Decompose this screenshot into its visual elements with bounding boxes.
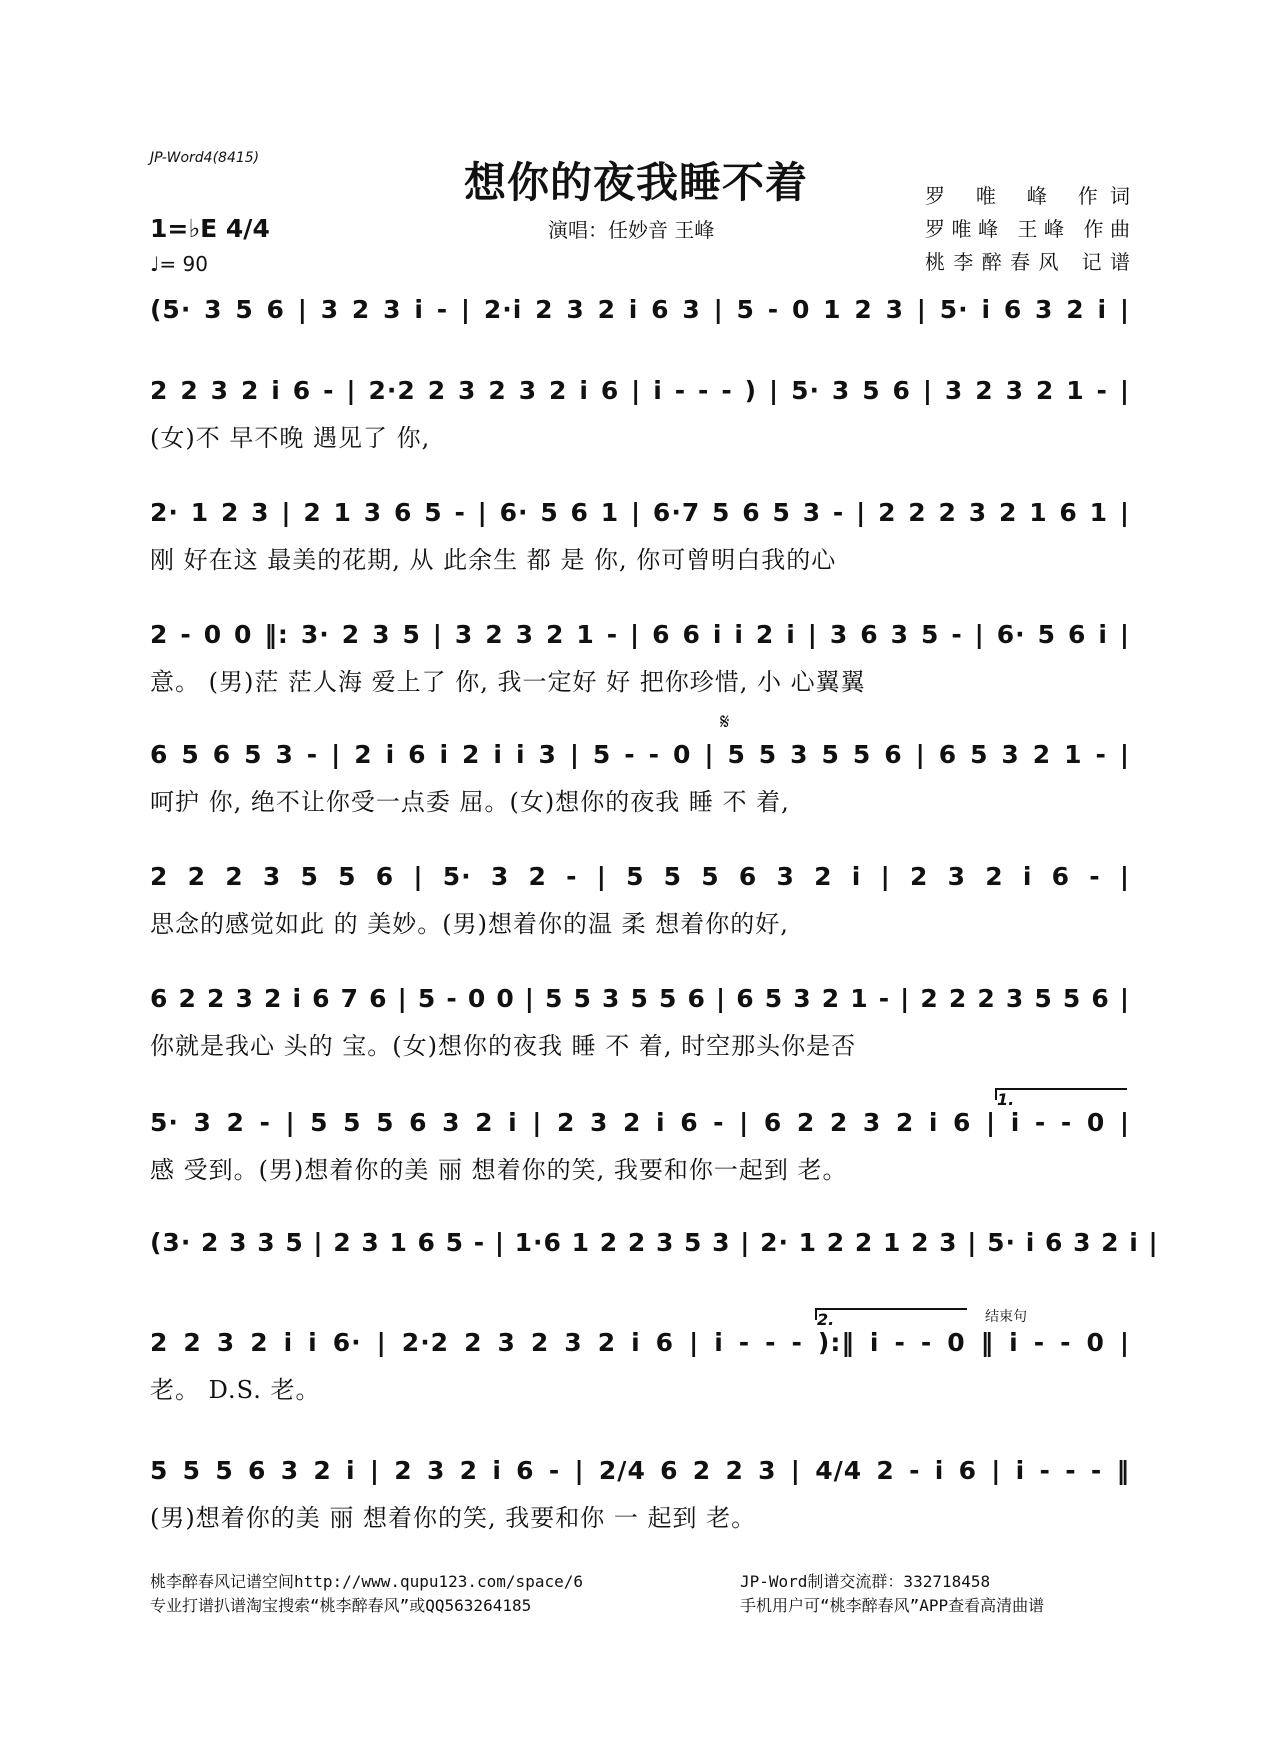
credits [925,180,1130,279]
transcriber: 桃李醉春风 记谱 [925,250,1130,274]
footer-right-line: JP-Word制谱交流群：332718458 [740,1572,991,1591]
lyrics-row: 刚 好在这 最美的花期, 从 此余生 都 是 你, 你可曾明白我的心 [150,546,837,574]
notation-row: 6 5 6 5 3 - | 2 i 6 i 2 i i 3 | 5 - - 0 | 5 5 3 5 5 6 | 6 5 3 2 1 - | [150,740,1130,769]
notation-row: 5· 3 2 - | 5 5 5 6 3 2 i | 2 3 2 i 6 - | 6 2 2 3 2 i 6 | i - - 0 | [150,1108,1130,1137]
notation-row: 2· 1 2 3 | 2 1 3 6 5 - | 6· 5 6 1 | 6·7 5 6 5 3 - | 2 2 2 3 2 1 6 1 | [150,498,1130,527]
lyrics-row: (女)不 早不晚 遇见了 你, [150,424,431,452]
lyricist: 罗 唯 峰 作词 [925,184,1130,208]
composer: 罗唯峰 王峰 作曲 [925,217,1130,241]
song-title: 想你的夜我睡不着 [463,158,808,207]
singer-line: 演唱：任妙音 王峰 [548,218,715,242]
notation-row: (3· 2 3 3 5 | 2 3 1 6 5 - | 1·6 1 2 2 3 5 3 | 2· 1 2 2 1 2 3 | 5· i 6 3 2 i | [150,1228,1159,1257]
footer-left-line: 桃李醉春风记谱空间http://www.qupu123.com/space/6 [150,1572,583,1591]
lyrics-row: 老。 D.S. 老。 [150,1376,321,1404]
segno-mark: 𝄋 [720,710,730,735]
footer-right-line: 手机用户可“桃李醉春风”APP查看高清曲谱 [740,1596,1045,1615]
footer-right [740,1570,1044,1618]
key-signature: 1=♭E 4/4 [150,214,270,243]
notation-row: 2 2 3 2 i i 6· | 2·2 2 3 2 3 2 i 6 | i - - - ):‖ i - - 0 ‖ i - - 0 | [150,1328,1130,1357]
software-label: JP-Word4(8415) [150,150,260,166]
lyrics-row: 感 受到。(男)想着你的美 丽 想着你的笑, 我要和你一起到 老。 [150,1156,848,1184]
notation-row: 6 2 2 3 2 i 6 7 6 | 5 - 0 0 | 5 5 3 5 5 6 | 6 5 3 2 1 - | 2 2 2 3 5 5 6 | [150,984,1130,1013]
footer-left [150,1570,583,1618]
lyrics-row: 思念的感觉如此 的 美妙。(男)想着你的温 柔 想着你的好, [150,910,789,938]
tempo-marking: ♩= 90 [150,252,208,276]
footer-left-line: 专业打谱扒谱淘宝搜索“桃李醉春风”或QQ563264185 [150,1596,532,1615]
notation-row: 2 2 2 3 5 5 6 | 5· 3 2 - | 5 5 5 6 3 2 i | 2 3 2 i 6 - | [150,862,1130,891]
notation-row: 5 5 5 6 3 2 i | 2 3 2 i 6 - | 2/4 6 2 2 3 | 4/4 2 - i 6 | i - - - ‖ [150,1456,1130,1485]
volta-bracket: 2. [815,1308,967,1320]
lyrics-row: 呵护 你, 绝不让你受一点委 屈。(女)想你的夜我 睡 不 着, [150,788,790,816]
notation-row: 2 2 3 2 i 6 - | 2·2 2 3 2 3 2 i 6 | i - - - ) | 5· 3 5 6 | 3 2 3 2 1 - | [150,376,1130,405]
notation-row: (5· 3 5 6 | 3 2 3 i - | 2·i 2 3 2 i 6 3 | 5 - 0 1 2 3 | 5· i 6 3 2 i | [150,295,1130,324]
notation-row: 2 - 0 0 ‖: 3· 2 3 5 | 3 2 3 2 1 - | 6 6 i i 2 i | 3 6 3 5 - | 6· 5 6 i | [150,620,1130,649]
ending-label: 结束句 [985,1309,1027,1325]
volta-bracket: 1. [995,1088,1127,1100]
lyrics-row: 意。 (男)茫 茫人海 爱上了 你, 我一定好 好 把你珍惜, 小 心翼翼 [150,668,866,696]
lyrics-row: (男)想着你的美 丽 想着你的笑, 我要和你 一 起到 老。 [150,1504,757,1532]
lyrics-row: 你就是我心 头的 宝。(女)想你的夜我 睡 不 着, 时空那头你是否 [150,1032,857,1060]
